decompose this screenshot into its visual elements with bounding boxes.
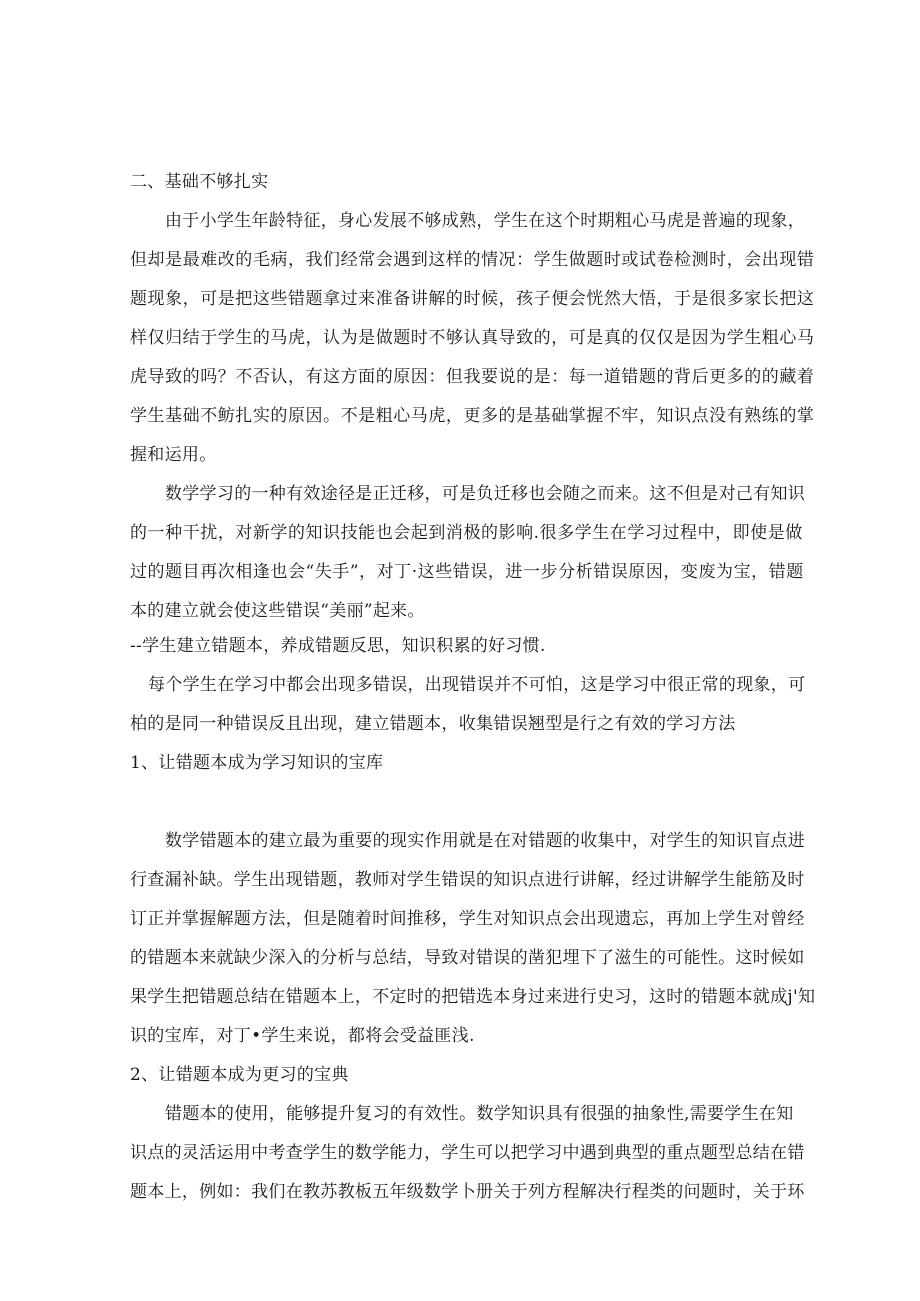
paragraph-line: 数学错题本的建立最为重要的现实作用就是在对错题的收集中，对学生的知识盲点进	[165, 831, 806, 851]
section-heading: 1、让错题本成为学习知识的宝库	[130, 753, 384, 773]
section-heading: 2、让错题本成为更习的宝典	[130, 1065, 349, 1085]
paragraph-line: 学生基础不鲂扎实的原因。不是粗心马虎，更多的是基础掌握不牢，知识点没有熟练的掌	[130, 406, 815, 426]
paragraph-line: 过的题目再次相逢也会“失手”，对丁·这些错误，进一步分析错误原因，变废为宝，错题	[130, 562, 804, 582]
paragraph-line: 由于小学生年龄特征，身心发展不够成熟，学生在这个时期粗心马虎是普遍的现象，	[165, 211, 806, 231]
paragraph-line: 虎导致的吗？不否认，有这方面的原因：但我要说的是：每一道错题的背后更多的的藏着	[130, 367, 815, 387]
paragraph-line: 但却是最难改的毛病，我们经常会遇到这样的情况：学生做题时或试卷检测时，会出现错	[130, 250, 815, 270]
paragraph-line: 识的宝库，对丁•学生来说，都将会受益匪浅.	[130, 1026, 475, 1046]
paragraph-line: 样仅归结于学生的马虎，认为是做题时不够认真导致的，可是真的仅仅是因为学生粗心马	[130, 328, 815, 348]
paragraph-line: 订正并掌握解题方法，但是随着时间推移，学生对知识点会出现遗忘，再加上学生对曾经	[130, 909, 805, 929]
paragraph-line: 的一种干扰，对新学的知识技能也会起到消极的影响.很多学生在学习过程中，即使是做	[130, 523, 803, 543]
paragraph-line: 题本上，例如：我们在教苏教板五年级数学卜册关于列方程解决行程类的问题时，关于环	[130, 1182, 805, 1202]
paragraph-line: 题现象，可是把这些错题拿过来准备讲解的时候，孩子便会恍然大悟，于是很多家长把这	[130, 289, 815, 309]
paragraph-line: 数学学习的一种有效途径是正迁移，可是负迁移也会随之而来。这不但是对己有知识	[165, 484, 806, 504]
paragraph-line: 行查漏补缺。学生出现错题，教师对学生错误的知识点进行讲解，经过讲解学生能筋及时	[130, 870, 805, 890]
paragraph-line: 识点的灵活运用中考查学生的数学能力，学生可以把学习中遇到典型的重点题型总结在错	[130, 1143, 805, 1163]
paragraph-line: 握和运用。	[130, 445, 217, 465]
paragraph-line: 本的建立就会使这些错误“美丽”起来。	[130, 601, 425, 621]
paragraph-line: 错题本的使用，能够提升复习的有效性。数学知识具有很强的抽象性,需要学生在知	[165, 1104, 794, 1124]
subheading-line: --学生建立错题本，养成错题反思，知识积累的好习惯.	[130, 636, 546, 656]
paragraph-line: 每个学生在学习中都会出现多错误，出现错误并不可怕，这是学习中很正常的现象，可	[148, 675, 806, 695]
paragraph-line: 的错题本来就缺少深入的分析与总结，导致对错误的凿犯埋下了滋生的可能性。这时候如	[130, 948, 805, 968]
paragraph-line: 柏的是同一种错误反且出现，建立错题本，收集错误翘型是行之有效的学习方法	[130, 714, 736, 734]
paragraph-line: 果学生把错题总结在错题本上，不定时的把错选本身过来进行史习，这时的错题本就成j'知	[130, 987, 816, 1007]
section-heading: 二、基础不够扎实	[130, 172, 269, 192]
